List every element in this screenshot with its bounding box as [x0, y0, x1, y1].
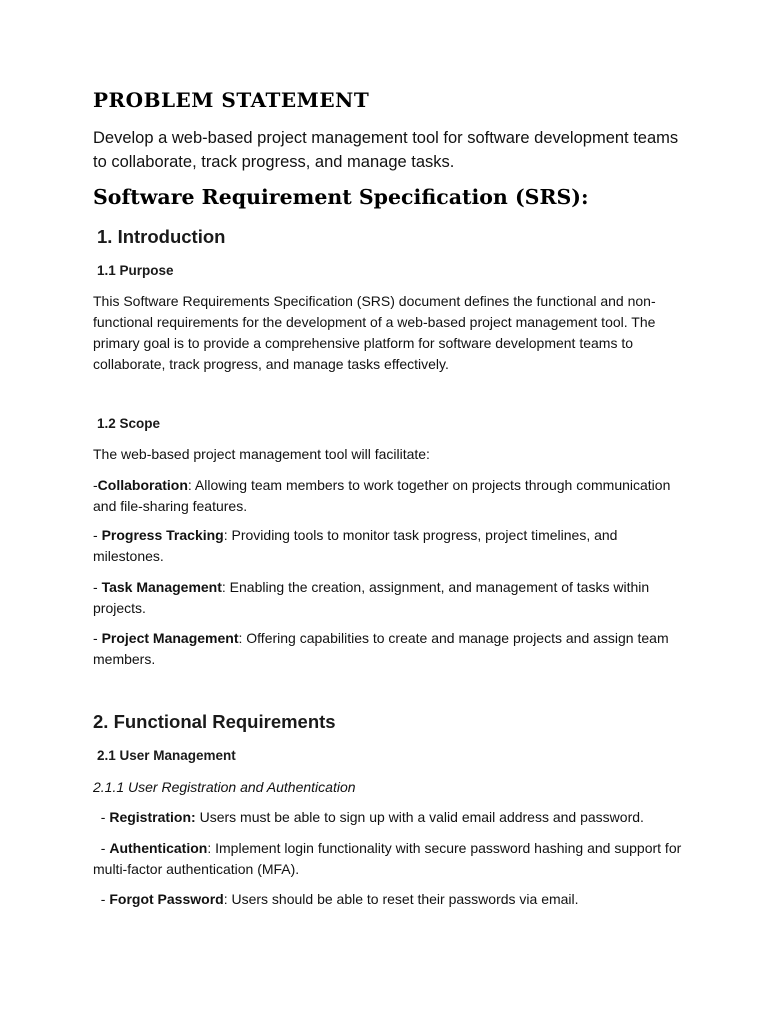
scope-heading: 1.2 Scope	[97, 416, 161, 431]
requirement-prefix: -	[93, 809, 110, 825]
requirement-term: Forgot Password	[109, 891, 224, 907]
scope-item-prefix: -	[93, 527, 102, 543]
functional-requirements-heading: 2. Functional Requirements	[93, 711, 336, 732]
introduction-heading: 1. Introduction	[97, 226, 226, 247]
scope-item-desc: : Enabling the creation, assignment, and management of tasks within projects.	[93, 579, 650, 616]
scope-item-desc: : Offering capabilities to create and manage projects and assign team members.	[93, 630, 669, 667]
requirement-prefix: -	[93, 891, 110, 907]
requirement-authentication	[93, 838, 683, 880]
requirement-registration	[93, 807, 683, 828]
requirement-desc: : Implement login functionality with secure password hashing and support for multi-factor authentication (MFA).	[93, 840, 682, 877]
purpose-text: This Software Requirements Specification (SRS) document defines the functional and non-functional requirements for the development of a web-based project management tool. The primary goal is to provide a comprehensive platform for software development teams to collaborate, track progress, and manage tasks effectively.	[93, 293, 656, 372]
requirement-term: Authentication	[109, 840, 208, 856]
user-management-heading: 2.1 User Management	[97, 748, 236, 763]
scope-item-term: Progress Tracking	[101, 527, 224, 543]
scope-item-prefix: -	[93, 477, 98, 493]
scope-item-term: Collaboration	[97, 477, 188, 493]
scope-item-prefix: -	[93, 630, 102, 646]
scope-item-progress-tracking	[93, 525, 683, 567]
requirement-desc: : Users should be able to reset their passwords via email.	[223, 891, 579, 907]
scope-item-collaboration	[93, 475, 683, 517]
problem-statement-text: Develop a web-based project management tool for software development teams to collaborate, track progress, and manage tasks.	[93, 129, 679, 171]
scope-item-desc: : Providing tools to monitor task progress, project timelines, and milestones.	[93, 527, 618, 564]
requirement-desc: Users must be able to sign up with a valid email address and password.	[195, 809, 644, 825]
problem-statement-heading: PROBLEM STATEMENT	[93, 88, 370, 112]
scope-item-project-management	[93, 628, 683, 670]
user-registration-subheading: 2.1.1 User Registration and Authentication	[93, 779, 356, 795]
requirement-prefix: -	[93, 840, 110, 856]
scope-item-desc: : Allowing team members to work together on projects through communication and file-sharing features.	[93, 477, 671, 514]
scope-text: The web-based project management tool will facilitate:	[93, 446, 430, 462]
requirement-term: Registration:	[109, 809, 196, 825]
scope-item-task-management	[93, 577, 683, 619]
scope-item-prefix: -	[93, 579, 102, 595]
srs-heading: Software Requirement Specification (SRS):	[93, 185, 589, 209]
scope-item-term: Project Management	[101, 630, 239, 646]
scope-item-term: Task Management	[101, 579, 222, 595]
requirement-forgot-password	[93, 889, 683, 910]
purpose-heading: 1.1 Purpose	[97, 263, 174, 278]
